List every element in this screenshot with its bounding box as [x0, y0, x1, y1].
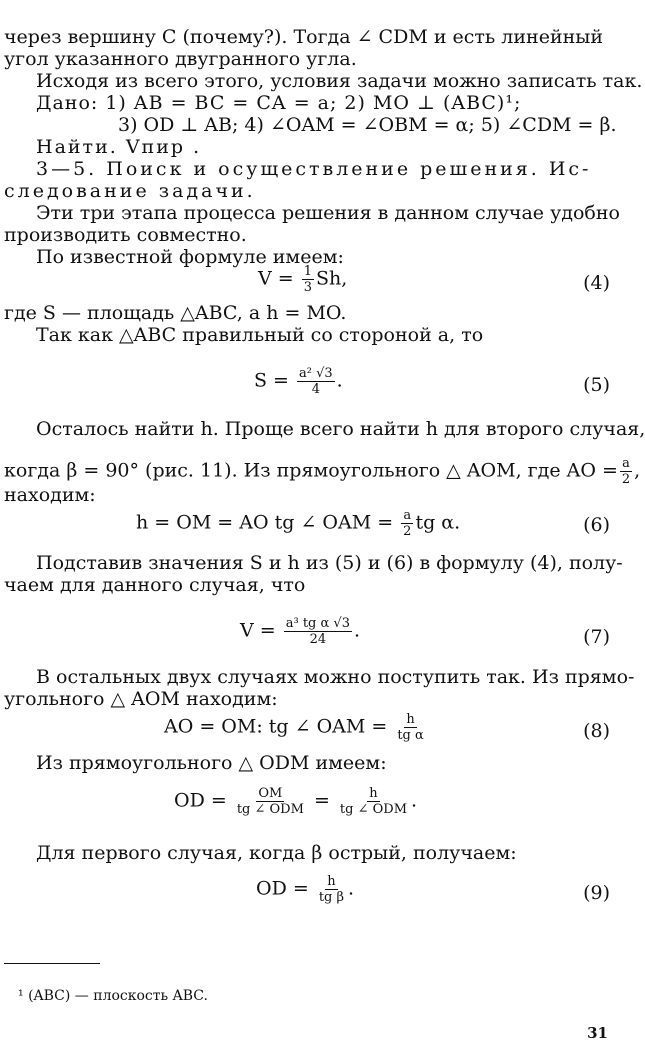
equation-7: V = $\frac{\text{a³ tg α √3}}{24}$ .: [240, 616, 361, 647]
given-line: 3) OD ⊥ AB; 4) ∠OAM = ∠OBM = α; 5) ∠CDM = β.: [118, 114, 617, 136]
equation-4: V = $\frac{1}{3}$ Sh,: [258, 264, 348, 295]
text-line: По известной формуле имеем:: [36, 246, 344, 268]
text-line: когда β = 90° (рис. 11). Из прямоугольного △ AOM, где AO = $\frac{a}{2}$ ,: [4, 456, 641, 487]
equation-number: (6): [583, 514, 610, 536]
equation-5: S = $\frac{\text{a² √3}}{4}$ .: [254, 366, 343, 397]
text-line: через вершину C (почему?). Тогда ∠ CDM и есть линейный: [4, 26, 604, 48]
text-line: Осталось найти h. Проще всего найти h для второго случая,: [36, 418, 645, 440]
equation-number: (8): [583, 720, 610, 742]
equation-number: (7): [583, 626, 610, 648]
page-number: 31: [587, 1024, 608, 1042]
text-line: чаем для данного случая, что: [4, 574, 306, 596]
equation-od: OD = $\frac{OM}{\text{tg ∠ ODM}}$ = $\frac{h}{\text{tg ∠ ODM}}$ .: [174, 786, 418, 817]
text-line: Так как △ABC правильный со стороной a, то: [36, 324, 484, 346]
text-line: находим:: [4, 484, 96, 506]
section-heading: 3—5. Поиск и осуществление решения. Ис-: [36, 158, 592, 180]
text-line: Эти три этапа процесса решения в данном случае удобно: [36, 202, 620, 224]
text-line: Исходя из всего этого, условия задачи можно записать так.: [36, 70, 643, 92]
text-line: угольного △ AOM находим:: [4, 688, 278, 710]
equation-number: (5): [583, 374, 610, 396]
text-line: Подставив значения S и h из (5) и (6) в формулу (4), полу-: [36, 552, 623, 574]
find-line: Найти. Vпир .: [36, 136, 202, 158]
given-line: Дано: 1) AB = BC = CA = a; 2) MO ⊥ (ABC)¹;: [36, 92, 522, 114]
text-line: Для первого случая, когда β острый, получаем:: [36, 842, 517, 864]
text-line: угол указанного двугранного угла.: [4, 48, 357, 70]
text-line: Из прямоугольного △ ODM имеем:: [36, 752, 387, 774]
footnote: ¹ (ABC) — плоскость ABC.: [18, 988, 208, 1004]
equation-9: OD = $\frac{h}{\text{tg β}}$ .: [256, 874, 355, 905]
footnote-divider: [4, 963, 100, 964]
equation-6: h = OM = AO tg ∠ OAM = $\frac{a}{2}$ tg α.: [136, 508, 461, 539]
equation-number: (9): [583, 882, 610, 904]
text-line: В остальных двух случаях можно поступить так. Из прямо-: [36, 666, 635, 688]
equation-8: AO = OM: tg ∠ OAM = $\frac{h}{\text{tg α}}$: [164, 712, 424, 743]
section-heading: следование задачи.: [4, 180, 256, 202]
text-line: где S — площадь △ABC, а h = MO.: [4, 302, 347, 324]
text-line: производить совместно.: [4, 224, 247, 246]
equation-number: (4): [583, 272, 610, 294]
